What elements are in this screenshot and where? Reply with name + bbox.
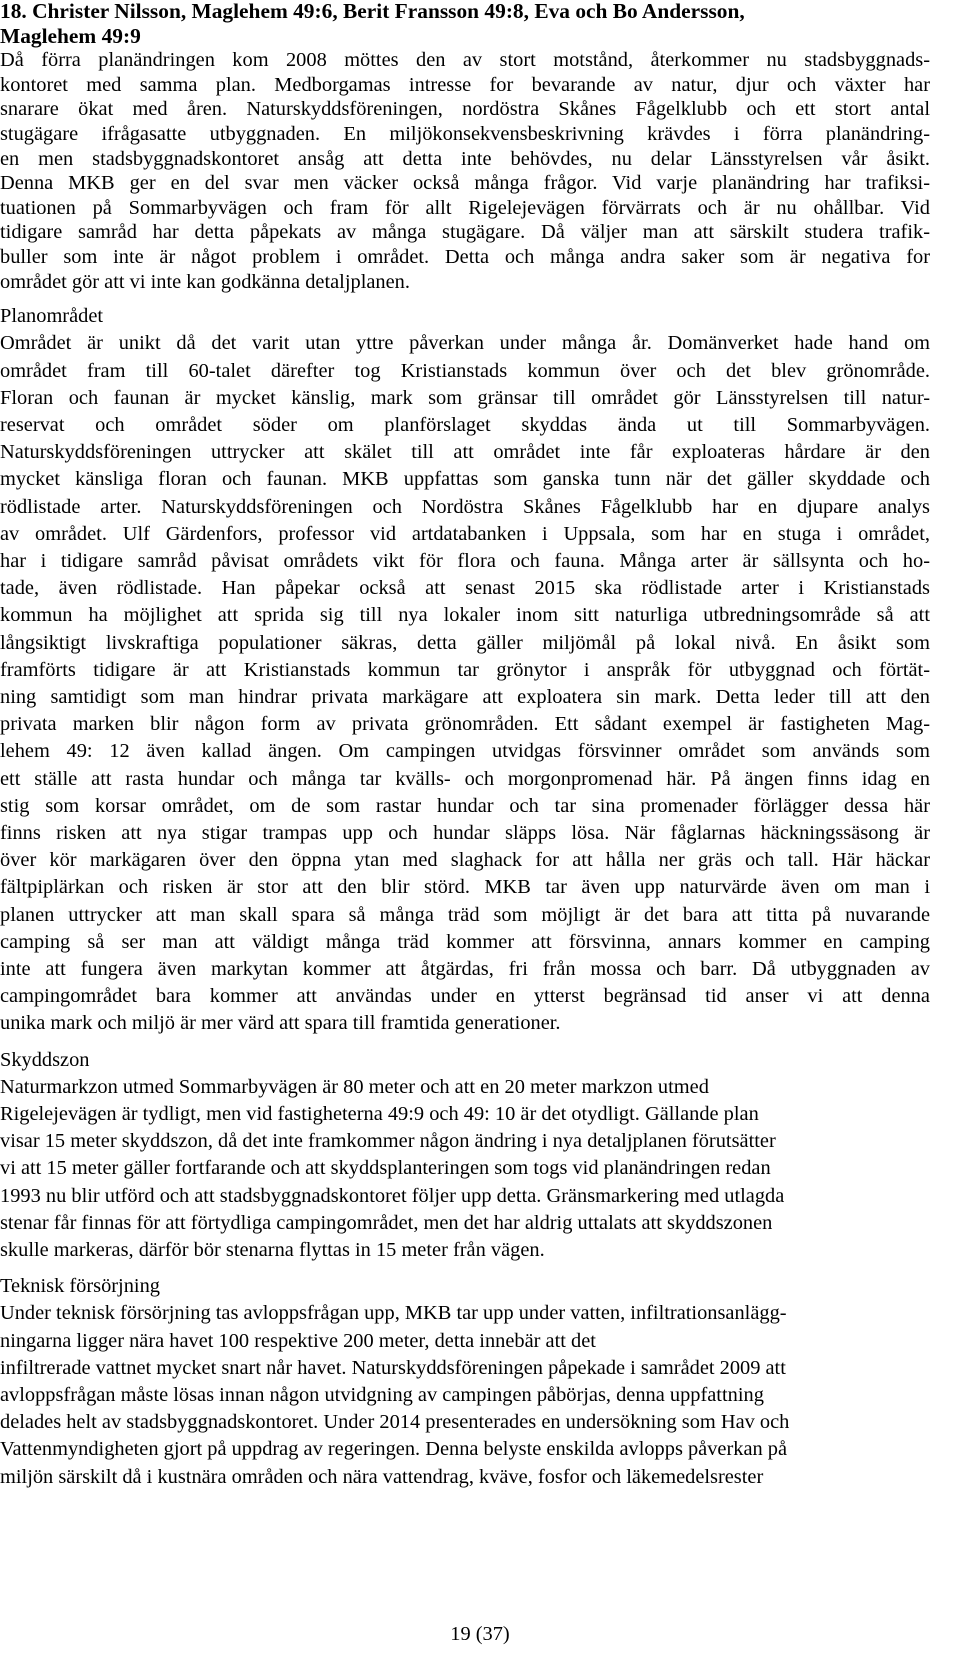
text-line: kommun ha möjlighet att sprida sig till nya lokaler inom sitt naturliga utbredningsområde så att (0, 604, 930, 627)
text-line: lehem 49: 12 även kallad ängen. Om campingen utvidgas försvinner området som används som (0, 740, 930, 763)
text-line: framförts tidigare är att Kristianstads kommun tar grönytor i anspråk för utbyggnad och förtät- (0, 658, 930, 681)
text-line: tidigare samråd har detta påpekats av många stugägare. Då väljer man att särskilt studera trafik- (0, 221, 930, 244)
text-line: fältpiplärkan och risken är stor att den blir störd. MKB tar även upp naturvärde även om man i (0, 876, 930, 899)
text-line: ning samtidigt som man hindrar privata markägare att exploatera sin mark. Detta leder till att den (0, 685, 930, 708)
teknisk-paragraph (0, 1300, 930, 1490)
text-line: en men stadsbyggnadskontoret ansåg att detta inte behövdes, nu delar Länsstyrelsen vår åsikt. (0, 147, 930, 170)
section-heading (0, 0, 930, 48)
skyddszon-paragraph (0, 1074, 930, 1264)
text-line: har i tidigare samråd påvisat områdets vikt för flora och fauna. Många arter är sällsynta och ho- (0, 549, 930, 572)
text-line: rödlistade arter. Naturskyddsföreningen och Nordöstra Skånes Fågelklubb har en djupare analys (0, 495, 930, 518)
text-line: långsiktigt livskraftiga populationer säkras, detta gäller miljömål på lokal nivå. En åsikt som (0, 631, 930, 654)
text-line: avloppsfrågan måste lösas innan någon utvidgning av campingen påbörjas, denna uppfattning (0, 1384, 764, 1407)
text-line: camping så ser man att väldigt många träd kommer att försvinna, annars kommer en camping (0, 930, 930, 953)
text-line: Området är unikt då det varit utan yttre påverkan under många år. Domänverket hade hand om (0, 332, 930, 355)
text-line: visar 15 meter skyddszon, då det inte framkommer någon ändring i nya detaljplanen förutsätter (0, 1130, 776, 1153)
text-line: ningarna ligger nära havet 100 respektive 200 meter, detta innebär att det (0, 1329, 596, 1352)
page-number: 19 (37) (450, 1623, 510, 1645)
text-line: Då förra planändringen kom 2008 möttes den av stort motstånd, återkommer nu stadsbyggnads- (0, 49, 930, 72)
text-line: stenar får finnas för att förtydliga campingområdet, men det har aldrig uttalats att skyddszonen (0, 1211, 773, 1234)
text-line: stugägare ifrågasatte utbyggnaden. En miljökonsekvensbeskrivning krävdes i förra planändring- (0, 122, 930, 145)
skyddszon-title: Skyddszon (0, 1048, 90, 1071)
text-line: skulle markeras, därför bör stenarna flyttas in 15 meter från vägen. (0, 1239, 545, 1262)
planomradet-title: Planområdet (0, 305, 104, 328)
text-line: privata marken blir någon form av privata grönområden. Ett sådant exempel är fastigheten Mag- (0, 713, 930, 736)
text-line: miljön särskilt då i kustnära områden och nära vattendrag, kväve, fosfor och läkemedelsrester (0, 1465, 764, 1488)
text-line: Naturmarkzon utmed Sommarbyvägen är 80 meter och att en 20 meter markzon utmed (0, 1075, 709, 1098)
text-line: finns risken att nya stigar trampas upp och hundar släpps lösa. När fåglarnas häckningssäsong är (0, 821, 930, 844)
text-line: unika mark och miljö är mer värd att spara till framtida generationer. (0, 1012, 561, 1035)
text-line: Denna MKB ger en del svar men väcker också många frågor. Vid varje planändring har trafiksi- (0, 172, 930, 195)
text-line: delades helt av stadsbyggnadskontoret. Under 2014 presenterades en undersökning som Hav och (0, 1411, 790, 1434)
text-line: kontoret med samma plan. Medborgamas intresse for bevarande av natur, djur och växter har (0, 73, 930, 96)
text-line: Under teknisk försörjning tas avloppsfrågan upp, MKB tar upp under vatten, infiltrationsanlägg- (0, 1302, 787, 1325)
text-line: inte att fungera även markytan kommer att åtgärdas, fri från mossa och barr. Då utbyggnaden av (0, 958, 930, 980)
text-line: tuationen på Sommarbyvägen och fram för allt Rigelejevägen förvärrats och är nu ohållbar. Vid (0, 196, 930, 219)
text-line: området gör att vi inte kan godkänna detaljplanen. (0, 270, 410, 293)
heading-line: Maglehem 49:9 (0, 23, 141, 48)
text-line: Rigelejevägen är tydligt, men vid fastigheterna 49:9 och 49: 10 är det otydligt. Gällande plan (0, 1103, 759, 1126)
text-line: av området. Ulf Gärdenfors, professor vid artdatabanken i Uppsala, som har en stuga i området, (0, 522, 930, 545)
text-line: campingområdet bara kommer att användas under en ytterst begränsad tid anser vi att denna (0, 985, 930, 1008)
text-line: planen uttrycker att man skall spara så många träd som möjligt är det bara att titta på nuvarande (0, 903, 930, 926)
teknisk-title: Teknisk försörjning (0, 1275, 160, 1298)
text-line: Floran och faunan är mycket känslig, mark som gränsar till området gör Länsstyrelsen till natur- (0, 386, 930, 409)
text-line: infiltrerade vattnet mycket snart når havet. Naturskyddsföreningen påpekade i samrådet 2009 att (0, 1356, 786, 1379)
text-line: Vattenmyndigheten gjort på uppdrag av regeringen. Denna belyste enskilda avlopps påverkan på (0, 1438, 788, 1461)
text-line: reservat och området söder om planförslaget skyddas ända ut till Sommarbyvägen. (0, 413, 930, 436)
text-line: tade, även rödlistade. Han påpekar också att senast 2015 ska rödlistade arter i Kristianstads (0, 577, 930, 600)
heading-line: 18. Christer Nilsson, Maglehem 49:6, Berit Fransson 49:8, Eva och Bo Andersson, (0, 0, 745, 23)
text-line: mycket känsliga floran och faunan. MKB uppfattas som ganska tunn när det gäller skyddade och (0, 468, 930, 491)
planomradet-paragraph (0, 330, 930, 1037)
text-line: 1993 nu blir utförd och att stadsbyggnadskontoret följer upp detta. Gränsmarkering med utlagda (0, 1184, 785, 1207)
text-line: området fram till 60-talet därefter tog Kristianstads kommun över och det blev grönområde. (0, 359, 930, 382)
text-line: buller som inte är något problem i området. Detta och många andra saker som är negativa for (0, 245, 930, 268)
text-line: vi att 15 meter gäller fortfarande och att skyddsplanteringen som togs vid planändringen redan (0, 1157, 771, 1180)
text-line: Naturskyddsföreningen uttrycker att skälet till att området inte får exploateras hårdare är den (0, 441, 930, 464)
intro-paragraph (0, 48, 930, 294)
text-line: ett ställe att rasta hundar och många tar kvälls- och morgonpromenad här. På ängen finns idag en (0, 767, 930, 790)
text-line: över kör markägaren över den öppna ytan med slaghack for att hålla ner gräs och tall. Här häckar (0, 849, 930, 872)
text-line: stig som korsar området, om de som rastar hundar och tar sina promenader förlägger dessa här (0, 794, 930, 817)
text-line: snarare ökat med åren. Naturskyddsföreningen, nordöstra Skånes Fågelklubb och ett stort antal (0, 98, 930, 121)
